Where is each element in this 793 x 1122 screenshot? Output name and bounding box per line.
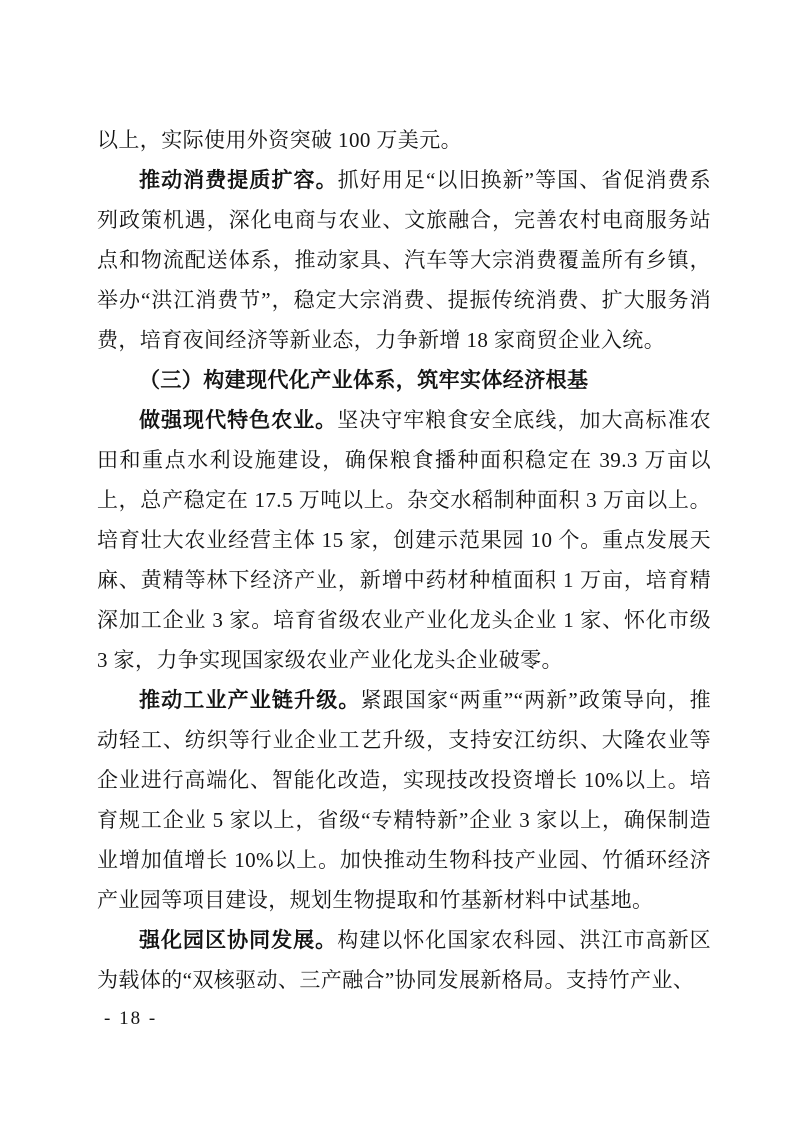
paragraph-continuation (97, 120, 711, 160)
page-number: - 18 - (104, 1008, 158, 1029)
paragraph-lead: 做强现代特色农业。 (139, 408, 338, 432)
paragraph-text: 坚决守牢粮食安全底线，加大高标准农田和重点水利设施建设，确保粮食播种面积稳定在 39.3 万亩以上，总产稳定在 17.5 万吨以上。杂交水稻制种面积 3 万亩以上。培育壮大农业经营主体 15 家，创建示范果园 10 个。重点发展天麻、黄精等林下经济产业，新增中药材种植面积 1 万亩，培育精深加工企业 3 家。培育省级农业产业化龙头企业 1 家、怀化市级 3 家，力争实现国家级农业产业化龙头企业破零。 (97, 408, 711, 672)
paragraph-agriculture (97, 400, 711, 680)
section-heading: （三）构建现代化产业体系，筑牢实体经济根基 (139, 368, 589, 392)
paragraph-lead: 强化园区协同发展。 (139, 928, 338, 952)
paragraph-parks (97, 920, 711, 1000)
paragraph-consumption (97, 160, 711, 360)
paragraph-text: 紧跟国家“两重”“两新”政策导向，推动轻工、纺织等行业企业工艺升级，支持安江纺织、大隆农业等企业进行高端化、智能化改造，实现技改投资增长 10%以上。培育规工企业 5 家以上，省级“专精特新”企业 3 家以上，确保制造业增加值增长 10%以上。加快推动生物科技产业园、竹循环经济产业园等项目建设，规划生物提取和竹基新材料中试基地。 (97, 688, 712, 912)
paragraph-text: 构建以怀化国家农科园、洪江市高新区为载体的“双核驱动、三产融合”协同发展新格局。支持竹产业、 (97, 928, 711, 992)
paragraph-industry (97, 680, 711, 920)
paragraph-text: 以上，实际使用外资突破 100 万美元。 (97, 128, 462, 152)
paragraph-lead: 推动消费提质扩容。 (139, 168, 338, 192)
paragraph-lead: 推动工业产业链升级。 (139, 688, 361, 712)
document-body (97, 120, 711, 1000)
paragraph-text: 抓好用足“以旧换新”等国、省促消费系列政策机遇，深化电商与农业、文旅融合，完善农村电商服务站点和物流配送体系，推动家具、汽车等大宗消费覆盖所有乡镇，举办“洪江消费节”，稳定大宗消费、提振传统消费、扩大服务消费，培育夜间经济等新业态，力争新增 18 家商贸企业入统。 (97, 168, 712, 352)
